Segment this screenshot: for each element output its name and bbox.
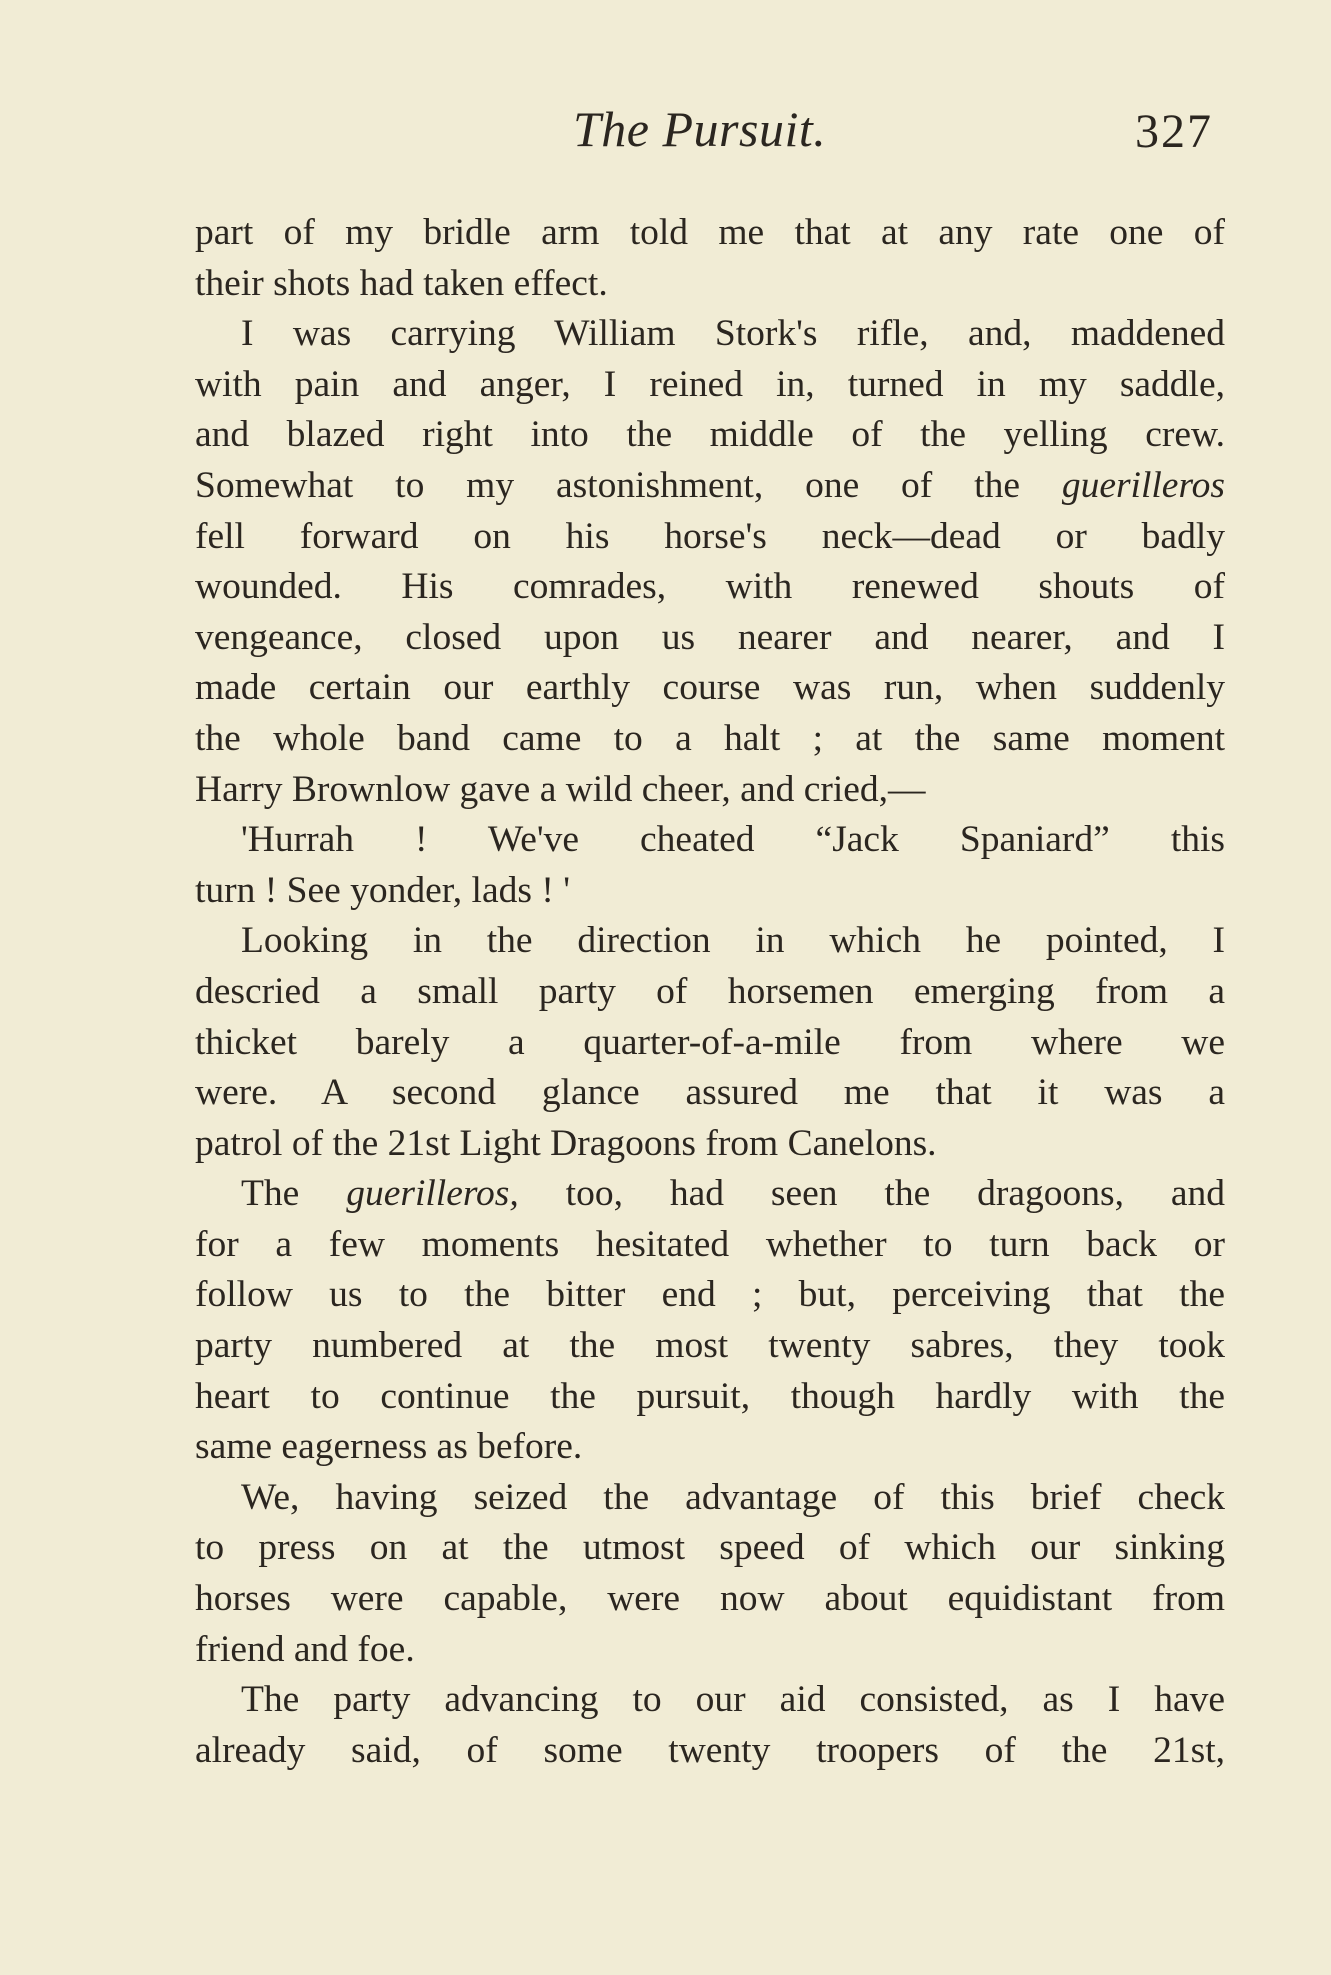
line-text: vengeance, closed upon us nearer and nearer, and I — [195, 616, 1225, 658]
line-text: same eagerness as before. — [195, 1426, 583, 1468]
text-line — [195, 410, 1225, 461]
text-line — [195, 1220, 1225, 1271]
text-line — [195, 613, 1225, 664]
line-text: were. A second glance assured me that it was a — [195, 1072, 1225, 1114]
line-text: fell forward on his horse's neck—dead or badly — [195, 515, 1225, 557]
line-text: The — [241, 1173, 347, 1215]
text-line — [195, 1270, 1225, 1321]
text-line — [195, 916, 1225, 967]
line-text: made certain our earthly course was run, when suddenly — [195, 667, 1225, 709]
text-line — [195, 1523, 1225, 1574]
line-text: part of my bridle arm told me that at any rate one of — [195, 212, 1225, 253]
running-head — [195, 100, 1225, 170]
text-line — [195, 208, 1225, 259]
line-text: patrol of the 21st Light Dragoons from Canelons. — [195, 1122, 937, 1164]
text-line — [195, 512, 1225, 563]
running-title: The Pursuit. — [573, 101, 827, 157]
line-text: Looking in the direction in which he pointed, I — [241, 920, 1225, 962]
text-line — [195, 1169, 1225, 1220]
italic-text: guerilleros — [1061, 464, 1225, 506]
text-line — [195, 309, 1225, 360]
text-line — [195, 1119, 1225, 1170]
line-text: The party advancing to our aid consisted, as I have — [241, 1679, 1225, 1721]
line-text: 'Hurrah ! We've cheated “Jack Spaniard” this — [241, 819, 1225, 861]
line-text: the whole band came to a halt ; at the same moment — [195, 717, 1225, 759]
text-line — [195, 1422, 1225, 1473]
line-text: Somewhat to my astonishment, one of the — [195, 464, 1062, 506]
text-line — [195, 1574, 1225, 1625]
line-text: friend and foe. — [195, 1628, 415, 1670]
text-line — [195, 1372, 1225, 1423]
text-line — [195, 1473, 1225, 1524]
line-text: party numbered at the most twenty sabres, they took — [195, 1325, 1225, 1367]
text-line — [195, 765, 1225, 816]
text-line — [195, 562, 1225, 613]
text-line — [195, 1675, 1225, 1726]
line-text: turn ! See yonder, lads ! ' — [195, 869, 570, 911]
line-text: wounded. His comrades, with renewed shouts of — [195, 566, 1225, 608]
line-text: We, having seized the advantage of this brief check — [241, 1476, 1225, 1518]
text-line — [195, 1625, 1225, 1676]
line-text: already said, of some twenty troopers of the 21st, — [195, 1729, 1225, 1771]
body-text — [195, 208, 1225, 1776]
text-line — [195, 360, 1225, 411]
line-text: descried a small party of horsemen emerging from a — [195, 970, 1225, 1012]
line-text: horses were capable, were now about equidistant from — [195, 1578, 1225, 1620]
line-text: with pain and anger, I reined in, turned in my saddle, — [195, 363, 1225, 405]
line-text: I was carrying William Stork's rifle, and, maddened — [241, 313, 1225, 355]
text-line — [195, 866, 1225, 917]
text-line — [195, 1726, 1225, 1777]
text-line — [195, 714, 1225, 765]
line-text: to press on at the utmost speed of which our sinking — [195, 1527, 1225, 1569]
page-number: 327 — [1135, 105, 1213, 158]
line-text: for a few moments hesitated whether to turn back or — [195, 1223, 1225, 1265]
line-text: Harry Brownlow gave a wild cheer, and cried,— — [195, 768, 926, 810]
text-line — [195, 1068, 1225, 1119]
line-text: thicket barely a quarter-of-a-mile from where we — [195, 1021, 1225, 1063]
text-line — [195, 967, 1225, 1018]
italic-text: guerilleros, — [346, 1173, 519, 1215]
text-line — [195, 663, 1225, 714]
text-line — [195, 1321, 1225, 1372]
line-text: follow us to the bitter end ; but, perceiving that the — [195, 1274, 1225, 1316]
text-line — [195, 259, 1225, 310]
line-text: too, had seen the dragoons, and — [518, 1173, 1225, 1215]
text-line — [195, 815, 1225, 866]
text-line — [195, 1018, 1225, 1069]
text-line — [195, 461, 1225, 512]
line-text: and blazed right into the middle of the yelling crew. — [195, 414, 1225, 456]
line-text: heart to continue the pursuit, though hardly with the — [195, 1375, 1225, 1417]
line-text: their shots had taken effect. — [195, 262, 608, 304]
